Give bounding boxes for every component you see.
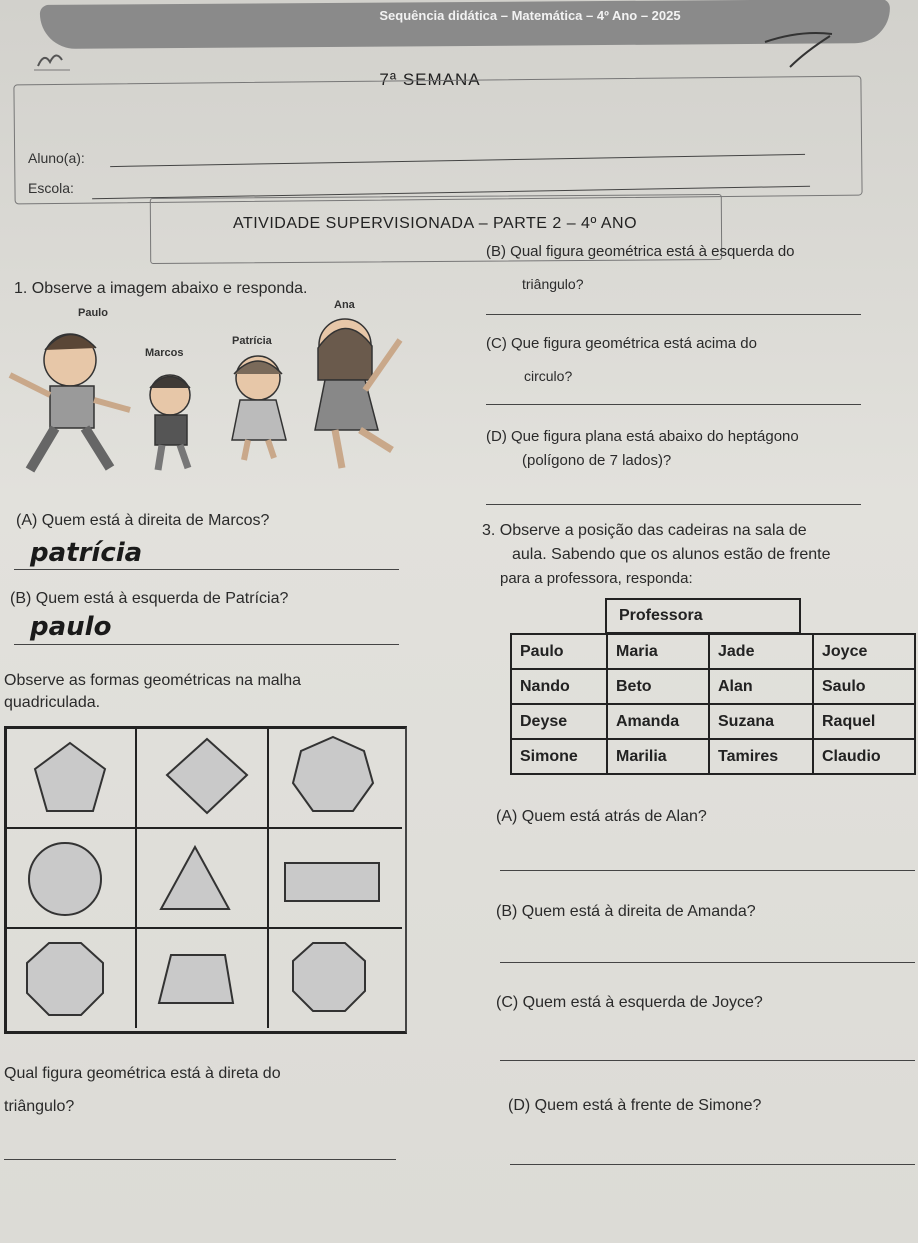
seat: Paulo xyxy=(511,634,607,669)
q1-prompt: 1. Observe a imagem abaixo e responda. xyxy=(14,280,308,297)
logo xyxy=(30,48,80,76)
q2a-answer-line[interactable] xyxy=(4,1155,396,1160)
q3b-question: (B) Quem está à direita de Amanda? xyxy=(496,903,756,920)
seat: Suzana xyxy=(709,704,813,739)
seat: Beto xyxy=(607,669,709,704)
seat: Claudio xyxy=(813,739,915,774)
q2a-question-line2: triângulo? xyxy=(4,1098,75,1115)
circle-icon xyxy=(7,829,133,925)
q1b-question: (B) Quem está à esquerda de Patrícia? xyxy=(10,590,289,607)
grid-cell xyxy=(137,829,269,929)
q3a-answer-line[interactable] xyxy=(500,866,915,871)
q2-prompt-line2: quadriculada. xyxy=(4,694,101,711)
seat-row xyxy=(511,704,915,739)
seating-chart xyxy=(510,633,916,775)
teacher-desk: Professora xyxy=(605,598,801,634)
q2c-question-line1: (C) Que figura geométrica está acima do xyxy=(486,335,757,352)
q1a-answer[interactable]: patrícia xyxy=(30,538,143,568)
seat: Jade xyxy=(709,634,813,669)
octagon-icon xyxy=(269,929,399,1025)
grid-cell xyxy=(269,829,402,929)
signature-scribble xyxy=(760,22,840,72)
seat-row xyxy=(511,739,915,774)
student-label: Aluno(a): xyxy=(28,150,85,166)
school-label: Escola: xyxy=(28,180,74,196)
label-marcos: Marcos xyxy=(145,347,184,359)
q1a-answer-line xyxy=(14,565,399,570)
seat: Maria xyxy=(607,634,709,669)
seat: Simone xyxy=(511,739,607,774)
activity-title: ATIVIDADE SUPERVISIONADA – PARTE 2 – 4º ANO xyxy=(232,215,638,232)
grid-cell xyxy=(7,929,137,1028)
seat: Raquel xyxy=(813,704,915,739)
q1b-answer-line xyxy=(14,640,399,645)
seat: Marilia xyxy=(607,739,709,774)
q2d-question-line1: (D) Que figura plana está abaixo do heptágono xyxy=(486,428,799,445)
q1a-question: (A) Quem está à direita de Marcos? xyxy=(16,512,270,529)
grid-cell xyxy=(269,729,402,829)
seat: Deyse xyxy=(511,704,607,739)
octagon-icon xyxy=(7,929,133,1025)
seat: Saulo xyxy=(813,669,915,704)
q2b-question-line2: triângulo? xyxy=(522,276,584,292)
q3-prompt-line1: 3. Observe a posição das cadeiras na sala de xyxy=(482,522,807,539)
diamond-icon xyxy=(137,729,265,825)
week-title: 7ª SEMANA xyxy=(379,70,481,89)
triangle-icon xyxy=(137,829,265,925)
grid-cell xyxy=(137,929,269,1028)
seat-row xyxy=(511,634,915,669)
rectangle-icon xyxy=(269,829,399,925)
q2-prompt-line1: Observe as formas geométricas na malha xyxy=(4,672,302,689)
q3c-answer-line[interactable] xyxy=(500,1056,915,1061)
q2c-question-line2: circulo? xyxy=(524,368,573,384)
grid-cell xyxy=(7,729,137,829)
q2d-question-line2: (polígono de 7 lados)? xyxy=(522,452,672,469)
seat: Alan xyxy=(709,669,813,704)
q3b-answer-line[interactable] xyxy=(500,958,915,963)
q3-prompt-line2: aula. Sabendo que os alunos estão de frente xyxy=(512,546,831,563)
grid-cell xyxy=(137,729,269,829)
q2b-answer-line[interactable] xyxy=(486,310,861,315)
q3-prompt-line3: para a professora, responda: xyxy=(500,570,693,587)
grid-cell xyxy=(7,829,137,929)
q3d-answer-line[interactable] xyxy=(510,1160,915,1165)
trapezoid-icon xyxy=(137,929,265,1025)
q3d-question: (D) Quem está à frente de Simone? xyxy=(508,1097,762,1114)
pentagon-icon xyxy=(7,729,133,825)
seat-row xyxy=(511,669,915,704)
q2c-answer-line[interactable] xyxy=(486,400,861,405)
shapes-grid xyxy=(4,726,407,1034)
seat: Tamires xyxy=(709,739,813,774)
heptagon-icon xyxy=(269,729,399,825)
seat: Joyce xyxy=(813,634,915,669)
q2b-question-line1: (B) Qual figura geométrica está à esquerda do xyxy=(486,243,795,260)
q1b-answer[interactable]: paulo xyxy=(30,612,112,642)
q2d-answer-line[interactable] xyxy=(486,500,861,505)
label-paulo: Paulo xyxy=(78,307,108,319)
seat: Nando xyxy=(511,669,607,704)
header-banner-text: Sequência didática – Matemática – 4º Ano – 2025 xyxy=(379,8,681,23)
q3a-question: (A) Quem está atrás de Alan? xyxy=(496,808,707,825)
label-ana: Ana xyxy=(334,300,355,311)
q3c-question: (C) Quem está à esquerda de Joyce? xyxy=(496,994,763,1011)
children-holding-hands-illustration xyxy=(0,300,420,500)
seat: Amanda xyxy=(607,704,709,739)
q2a-question-line1: Qual figura geométrica está à direta do xyxy=(4,1065,281,1082)
grid-cell xyxy=(269,929,402,1028)
label-patricia: Patrícia xyxy=(232,335,272,347)
